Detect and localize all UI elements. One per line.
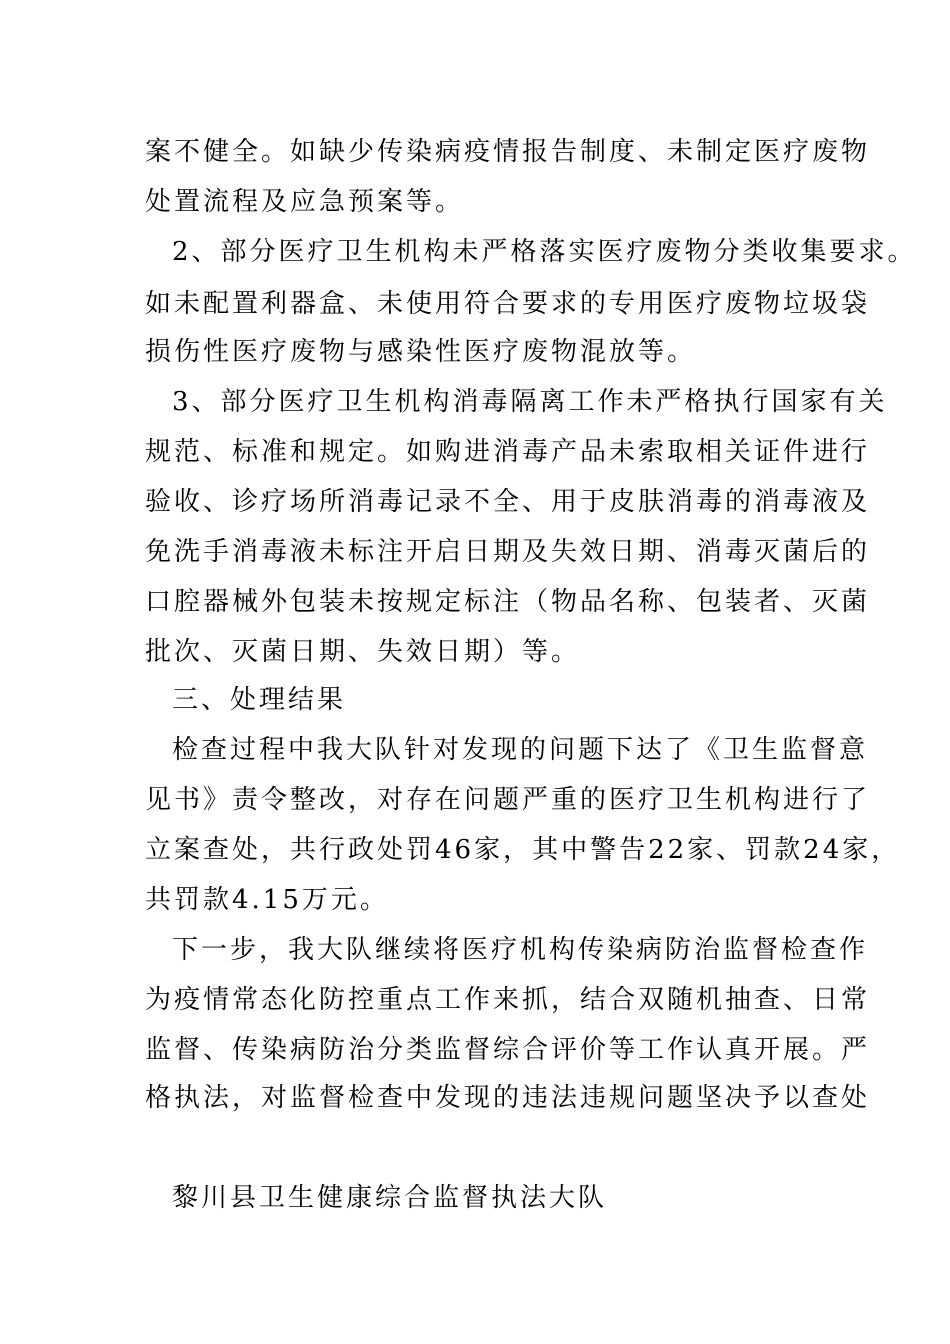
- body-line: 口腔器械外包装未按规定标注（物品名称、包装者、灭菌: [145, 587, 871, 617]
- body-line: 案不健全。如缺少传染病疫情报告制度、未制定医疗废物: [145, 137, 871, 167]
- body-line: 立案查处，共行政处罚46家，其中警告22家、罚款24家，: [145, 835, 901, 865]
- body-line: 为疫情常态化防控重点工作来抓，结合双随机抽查、日常: [145, 985, 871, 1015]
- body-line: 共罚款4.15万元。: [145, 885, 389, 915]
- body-line: 如未配置利器盒、未使用符合要求的专用医疗废物垃圾袋: [145, 289, 871, 319]
- body-line: 见书》责令整改，对存在问题严重的医疗卫生机构进行了: [145, 785, 871, 815]
- body-line: 2、部分医疗卫生机构未严格落实医疗废物分类收集要求。: [172, 237, 917, 267]
- body-line: 规范、标准和规定。如购进消毒产品未索取相关证件进行: [145, 437, 871, 467]
- body-line: 检查过程中我大队针对发现的问题下达了《卫生监督意: [172, 735, 869, 765]
- signature: 黎川县卫生健康综合监督执法大队: [172, 1183, 608, 1213]
- body-line: 格执法，对监督检查中发现的违法违规问题坚决予以查处: [145, 1083, 871, 1113]
- section-heading: 三、处理结果: [172, 685, 347, 715]
- body-line: 下一步，我大队继续将医疗机构传染病防治监督检查作: [172, 935, 869, 965]
- body-line: 3、部分医疗卫生机构消毒隔离工作未严格执行国家有关: [172, 387, 888, 417]
- body-line: 损伤性医疗废物与感染性医疗废物混放等。: [145, 337, 697, 367]
- body-line: 处置流程及应急预案等。: [145, 187, 465, 217]
- body-line: 批次、灭菌日期、失效日期）等。: [145, 637, 581, 667]
- body-line: 监督、传染病防治分类监督综合评价等工作认真开展。严: [145, 1035, 871, 1065]
- body-line: 验收、诊疗场所消毒记录不全、用于皮肤消毒的消毒液及: [145, 487, 871, 517]
- body-line: 免洗手消毒液未标注开启日期及失效日期、消毒灭菌后的: [145, 537, 871, 567]
